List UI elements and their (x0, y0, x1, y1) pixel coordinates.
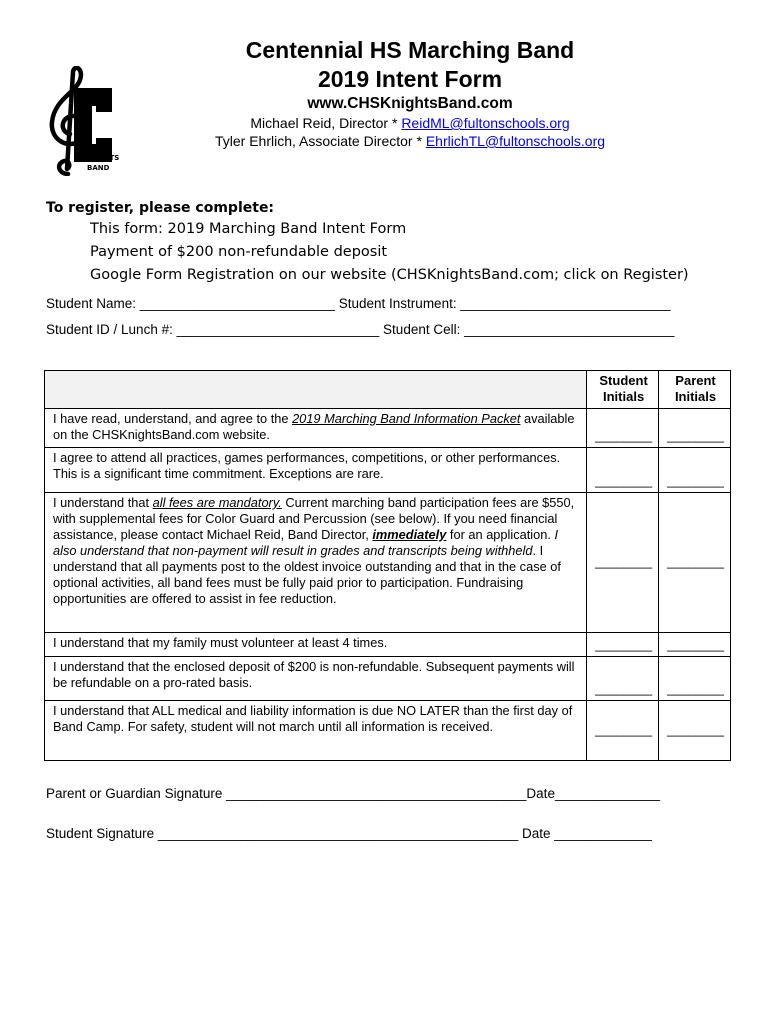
director-contact (0, 115, 770, 131)
registration-item: This form: 2019 Marching Band Intent Form (90, 221, 407, 237)
statement-cell (45, 701, 587, 761)
statement-cell (45, 657, 587, 701)
student-initials-field[interactable]: ________ (587, 701, 659, 761)
student-initials-field[interactable]: ________ (587, 633, 659, 657)
statement-text: Current marching band participation fees are $550, with supplemental fees for Color Guard and Percussion (see below). If you need financial assistance, please contact Michael Reid, Band Director, (53, 495, 575, 542)
student-initials-field[interactable]: ________ (587, 409, 659, 448)
statement-text: I understand that (53, 495, 153, 510)
info-packet-title: 2019 Marching Band Information Packet (292, 411, 521, 426)
associate-label: Tyler Ehrlich, Associate Director * (214, 133, 426, 149)
parent-initials-field[interactable]: ________ (659, 448, 731, 493)
table-row (45, 409, 731, 448)
statement-text: available on the CHSKnightsBand.com website. (53, 411, 575, 442)
logo-text-band: BAND (87, 164, 110, 172)
parent-initials-field[interactable]: ________ (659, 657, 731, 701)
student-initials-field[interactable]: ________ (587, 493, 659, 633)
statement-text: I understand that my family must volunteer at least 4 times. (53, 635, 388, 650)
statement-cell (45, 493, 587, 633)
registration-item: Payment of $200 non-refundable deposit (90, 244, 388, 260)
associate-email-link[interactable]: EhrlichTL@fultonschools.org (425, 133, 606, 149)
parent-initials-field[interactable]: ________ (659, 493, 731, 633)
table-row (45, 657, 731, 701)
parent-initials-field[interactable]: ________ (659, 633, 731, 657)
parent-signature-line[interactable]: Parent or Guardian Signature ________________________________________Date______________ (46, 786, 661, 801)
director-label: Michael Reid, Director * (250, 115, 402, 131)
table-header-row (45, 371, 731, 409)
form-title-line1: Centennial HS Marching Band (245, 37, 575, 63)
statement-text: I understand that ALL medical and liability information is due NO LATER than the first day of Band Camp. For safety, student will not march until all information is received. (53, 703, 573, 734)
band-website: www.CHSKnightsBand.com (307, 95, 513, 112)
registration-heading: To register, please complete: (46, 200, 275, 216)
statement-cell (45, 409, 587, 448)
student-id-cell-fields[interactable]: Student ID / Lunch #: ___________________________ Student Cell: ____________________________ (46, 322, 675, 337)
parent-initials-header: Parent Initials (659, 371, 731, 409)
parent-initials-field[interactable]: ________ (659, 409, 731, 448)
student-signature-line[interactable]: Student Signature ________________________________________________ Date _____________ (46, 826, 652, 841)
director-email-link[interactable]: ReidML@fultonschools.org (401, 115, 570, 131)
registration-item: Google Form Registration on our website (CHSKnightsBand.com; click on Register) (90, 267, 689, 283)
student-initials-field[interactable]: ________ (587, 657, 659, 701)
table-row (45, 493, 731, 633)
student-initials-header: Student Initials (587, 371, 659, 409)
immediately-emphasis: immediately (372, 527, 447, 542)
logo-text-knights: KNIGHTS (84, 154, 120, 162)
statement-text: I agree to attend all practices, games performances, competitions, or other performances. This is a significant time commitment. Exceptions are rare. (53, 450, 561, 481)
statement-text: . I understand that all payments post to the oldest invoice outstanding and that in the case of optional activities, all band fees must be fully paid prior to participation. Fundraising opportunities are offered to assist in fee reduction. (53, 543, 561, 606)
statement-cell (45, 633, 587, 657)
table-row (45, 701, 731, 761)
form-title-line2: 2019 Intent Form (317, 66, 503, 92)
student-initials-field[interactable]: ________ (587, 448, 659, 493)
associate-contact (0, 133, 770, 149)
non-payment-emphasis: I also understand that non-payment will result in grades and transcripts being withheld (53, 527, 559, 558)
student-name-instrument-fields[interactable]: Student Name: __________________________ Student Instrument: ____________________________ (46, 296, 671, 311)
statement-text: for an application. (446, 527, 555, 542)
statement-text: I understand that the enclosed deposit of $200 is non-refundable. Subsequent payments will be refundable on a pro-rated basis. (53, 659, 575, 690)
table-row (45, 633, 731, 657)
fees-mandatory-emphasis: all fees are mandatory. (152, 495, 282, 510)
table-row (45, 448, 731, 493)
statement-text: I have read, understand, and agree to the (53, 411, 293, 426)
header-blank-cell (45, 371, 587, 409)
consent-table (44, 370, 731, 761)
statement-cell (45, 448, 587, 493)
parent-initials-field[interactable]: ________ (659, 701, 731, 761)
